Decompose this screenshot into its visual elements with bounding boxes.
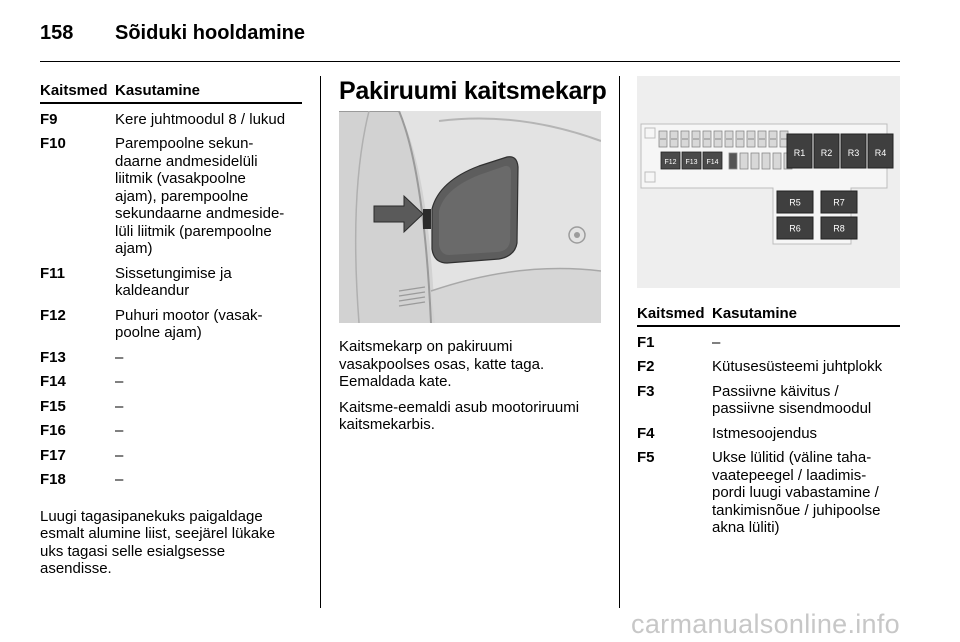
table-row (637, 358, 900, 376)
fusebox-illustration (637, 76, 900, 288)
middle-paragraph-2: Kaitsme-eemaldi asub mootoriruumi kaitsmekarbis. (339, 398, 580, 433)
fuse-id: F1 (637, 333, 655, 351)
fuse-label: F14 (706, 159, 719, 166)
fuse-usage: Istmesoojendus (712, 424, 818, 442)
fuse-id: F11 (40, 264, 66, 282)
fuse-id: F9 (40, 110, 58, 128)
fuse-label: F13 (685, 159, 698, 166)
page-title: Sõiduki hooldamine (115, 21, 306, 44)
fuse-usage: Sissetungimise ja kaldeandur (115, 264, 232, 299)
fuse-usage: Puhuri mootor (vasak- poolne ajam) (115, 306, 263, 341)
left-table-header (40, 82, 302, 104)
fuse-slot (762, 153, 770, 169)
table-row (40, 111, 302, 129)
left-table-col2: Kasutamine (115, 82, 201, 99)
relay-label: R1 (793, 148, 806, 158)
column-divider-left (320, 76, 321, 608)
fuse-id: F5 (637, 449, 655, 466)
watermark: carmanualsonline.info (631, 609, 900, 639)
middle-text (339, 338, 607, 434)
right-table-col1: Kaitsmed (637, 305, 705, 322)
fuse-id: F12 (40, 306, 66, 324)
fusebox-diagram (637, 76, 900, 288)
table-row (637, 449, 900, 537)
fuse-usage: – (115, 471, 124, 488)
middle-paragraph-1: Kaitsmekarp on pakiruumi vasakpoolses osas, katte taga. Eemaldada kate. (339, 338, 545, 390)
trunk-photo (339, 111, 601, 323)
fuse-id: F3 (637, 382, 655, 400)
right-column (637, 305, 900, 537)
relay-label: R2 (820, 148, 833, 158)
table-row (40, 373, 302, 391)
table-row (637, 383, 900, 418)
right-table-col2: Kasutamine (712, 305, 798, 322)
fuse-usage: – (115, 373, 124, 390)
page-header (40, 18, 305, 48)
relay-label: R3 (847, 148, 860, 158)
fuse-usage: – (115, 397, 124, 415)
fuse-id: F16 (40, 422, 66, 439)
table-row (40, 135, 302, 258)
fuse-usage: Passiivne käivitus / passiivne sisendmoodul (712, 382, 872, 417)
relay-label: R5 (789, 197, 801, 208)
table-row (40, 307, 302, 342)
left-note: Luugi tagasipanekuks paigaldage esmalt alumine liist, seejärel lükake uks tagasi selle esialgsesse asendisse. (40, 507, 276, 577)
relay-label: R6 (789, 223, 801, 234)
table-row (40, 265, 302, 300)
page-number: 158 (40, 21, 74, 44)
fuse-id: F17 (40, 446, 66, 464)
relay-label: R7 (833, 197, 845, 208)
left-table-col1: Kaitsmed (40, 82, 108, 99)
table-row (40, 349, 302, 367)
fuse-usage: – (115, 446, 124, 464)
fuse-usage: Kütusesüsteemi juhtplokk (712, 358, 883, 375)
fuse-usage: – (115, 422, 124, 439)
fuse-id: F15 (40, 397, 66, 415)
fuse-slot (729, 153, 737, 169)
fuse-id: F2 (637, 358, 655, 375)
table-row (40, 398, 302, 416)
fuse-usage: – (115, 348, 124, 366)
trunk-illustration (339, 111, 601, 323)
fuse-usage: Ukse lülitid (väline taha- vaatepeegel / laadimis- pordi luugi vabastamine / tankimisnõue / juhipoolse akna lüliti) (712, 449, 881, 536)
middle-column (339, 76, 607, 106)
fuse-slot (773, 153, 781, 169)
relay-label: R4 (874, 148, 887, 158)
fuse-label: F12 (664, 159, 677, 166)
right-table-header (637, 305, 900, 327)
left-column (40, 82, 302, 578)
fuse-id: F4 (637, 424, 655, 442)
fuse-id: F14 (40, 373, 66, 390)
fuse-id: F13 (40, 348, 66, 366)
fuse-id: F10 (40, 135, 66, 152)
fuse-usage: Parempoolne sekun- daarne andmesidelüli liitmik (vasakpoolne ajam), parempoolne sekundaarne andmeside- lüli liitmik (parempoolne ajam) (115, 135, 285, 257)
header-rule (40, 61, 900, 62)
section-heading: Pakiruumi kaitsmekarp (339, 77, 607, 105)
table-row (40, 471, 302, 489)
table-row (637, 425, 900, 443)
fuse-usage: – (712, 333, 721, 351)
fuse-usage: Kere juhtmoodul 8 / lukud (115, 110, 286, 128)
column-divider-right (619, 76, 620, 608)
table-row (40, 447, 302, 465)
left-table-body (40, 111, 302, 489)
table-row (637, 334, 900, 352)
fuse-slot (740, 153, 748, 169)
table-row (40, 422, 302, 440)
relay-label: R8 (833, 223, 845, 234)
fuse-id: F18 (40, 471, 66, 488)
right-table-body (637, 334, 900, 537)
fuse-slot (751, 153, 759, 169)
